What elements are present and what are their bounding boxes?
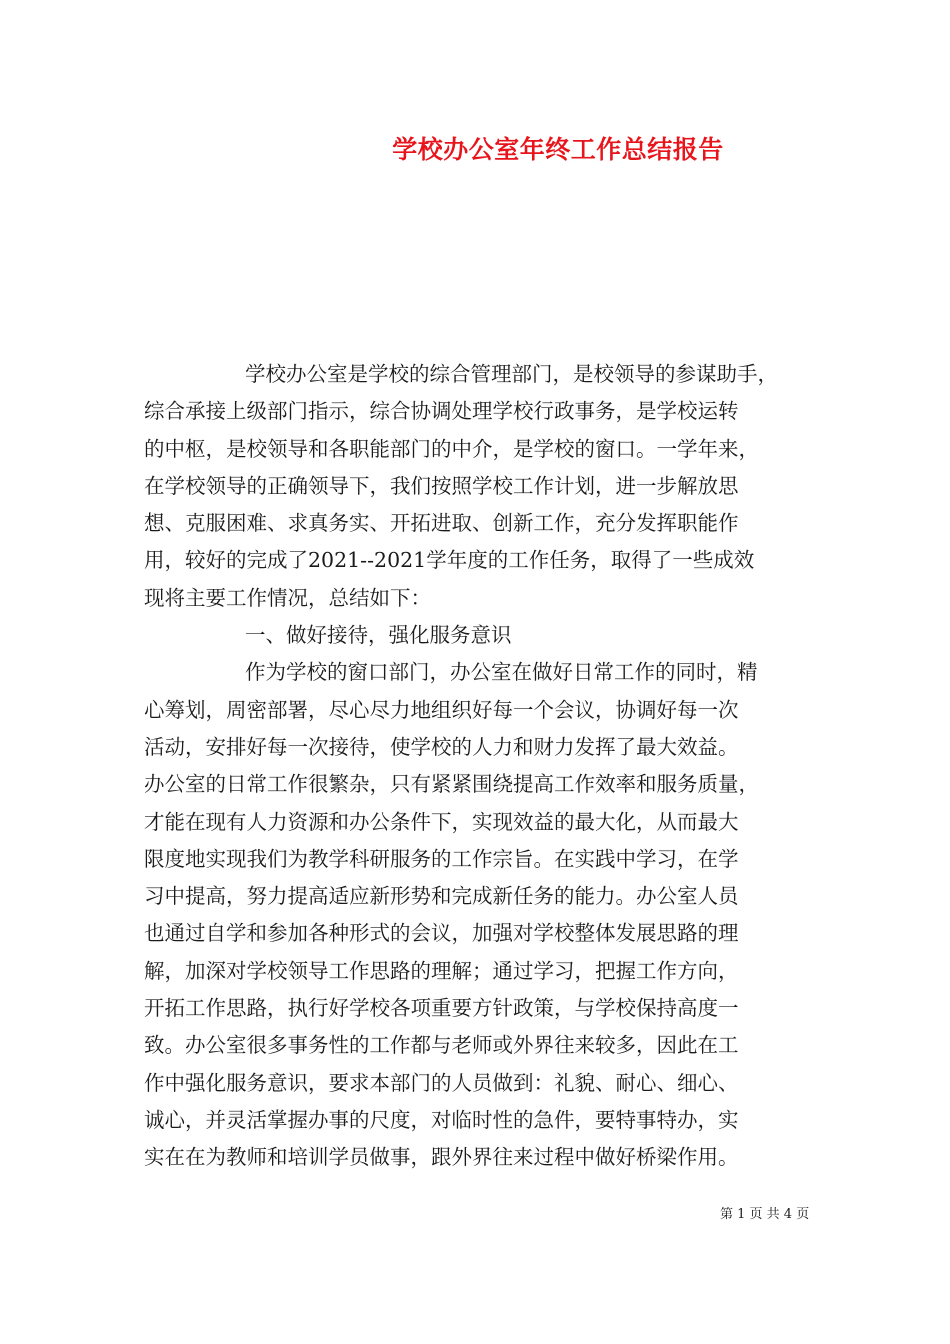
paragraph-line: 综合承接上级部门指示，综合协调处理学校行政事务，是学校运转 bbox=[144, 399, 739, 424]
paragraph-line: 办公室的日常工作很繁杂，只有紧紧围绕提高工作效率和服务质量， bbox=[144, 772, 759, 797]
paragraph-line: 想、克服困难、求真务实、开拓进取、创新工作，充分发挥职能作 bbox=[144, 511, 739, 536]
paragraph-line: 致。办公室很多事务性的工作都与老师或外界往来较多，因此在工 bbox=[144, 1033, 739, 1058]
paragraph-line: 用，较好的完成了2021--2021学年度的工作任务，取得了一些成效 bbox=[144, 548, 755, 573]
paragraph-line: 限度地实现我们为教学科研服务的工作宗旨。在实践中学习，在学 bbox=[144, 846, 739, 871]
paragraph-line: 习中提高，努力提高适应新形势和完成新任务的能力。办公室人员 bbox=[144, 884, 739, 909]
paragraph-line: 的中枢，是校领导和各职能部门的中介，是学校的窗口。一学年来， bbox=[144, 436, 759, 461]
paragraph-line: 活动，安排好每一次接待，使学校的人力和财力发挥了最大效益。 bbox=[144, 734, 739, 759]
paragraph-line: 作为学校的窗口部门，办公室在做好日常工作的同时，精 bbox=[245, 660, 758, 685]
paragraph-line: 才能在现有人力资源和办公条件下，实现效益的最大化，从而最大 bbox=[144, 809, 739, 834]
paragraph-line: 在学校领导的正确领导下，我们按照学校工作计划，进一步解放思 bbox=[144, 473, 739, 498]
page-number: 第 1 页 共 4 页 bbox=[720, 1207, 810, 1222]
section-heading: 一、做好接待，强化服务意识 bbox=[245, 623, 512, 648]
document-body bbox=[144, 356, 824, 1177]
paragraph-line: 学校办公室是学校的综合管理部门，是校领导的参谋助手， bbox=[245, 362, 778, 386]
paragraph-line: 解，加深对学校领导工作思路的理解；通过学习，把握工作方向， bbox=[144, 958, 739, 983]
paragraph-line: 作中强化服务意识，要求本部门的人员做到：礼貌、耐心、细心、 bbox=[144, 1070, 739, 1095]
paragraph-line: 诚心，并灵活掌握办事的尺度，对临时性的急件，要特事特办，实 bbox=[144, 1107, 739, 1132]
paragraph-line: 实在在为教师和培训学员做事，跟外界往来过程中做好桥梁作用。 bbox=[144, 1145, 739, 1170]
document-title: 学校办公室年终工作总结报告 bbox=[392, 135, 724, 164]
paragraph-line: 现将主要工作情况，总结如下： bbox=[144, 585, 431, 610]
paragraph-line: 开拓工作思路，执行好学校各项重要方针政策，与学校保持高度一 bbox=[144, 996, 739, 1021]
paragraph-line: 心筹划，周密部署，尽心尽力地组织好每一个会议，协调好每一次 bbox=[144, 697, 739, 722]
paragraph-line: 也通过自学和参加各种形式的会议，加强对学校整体发展思路的理 bbox=[144, 921, 739, 946]
